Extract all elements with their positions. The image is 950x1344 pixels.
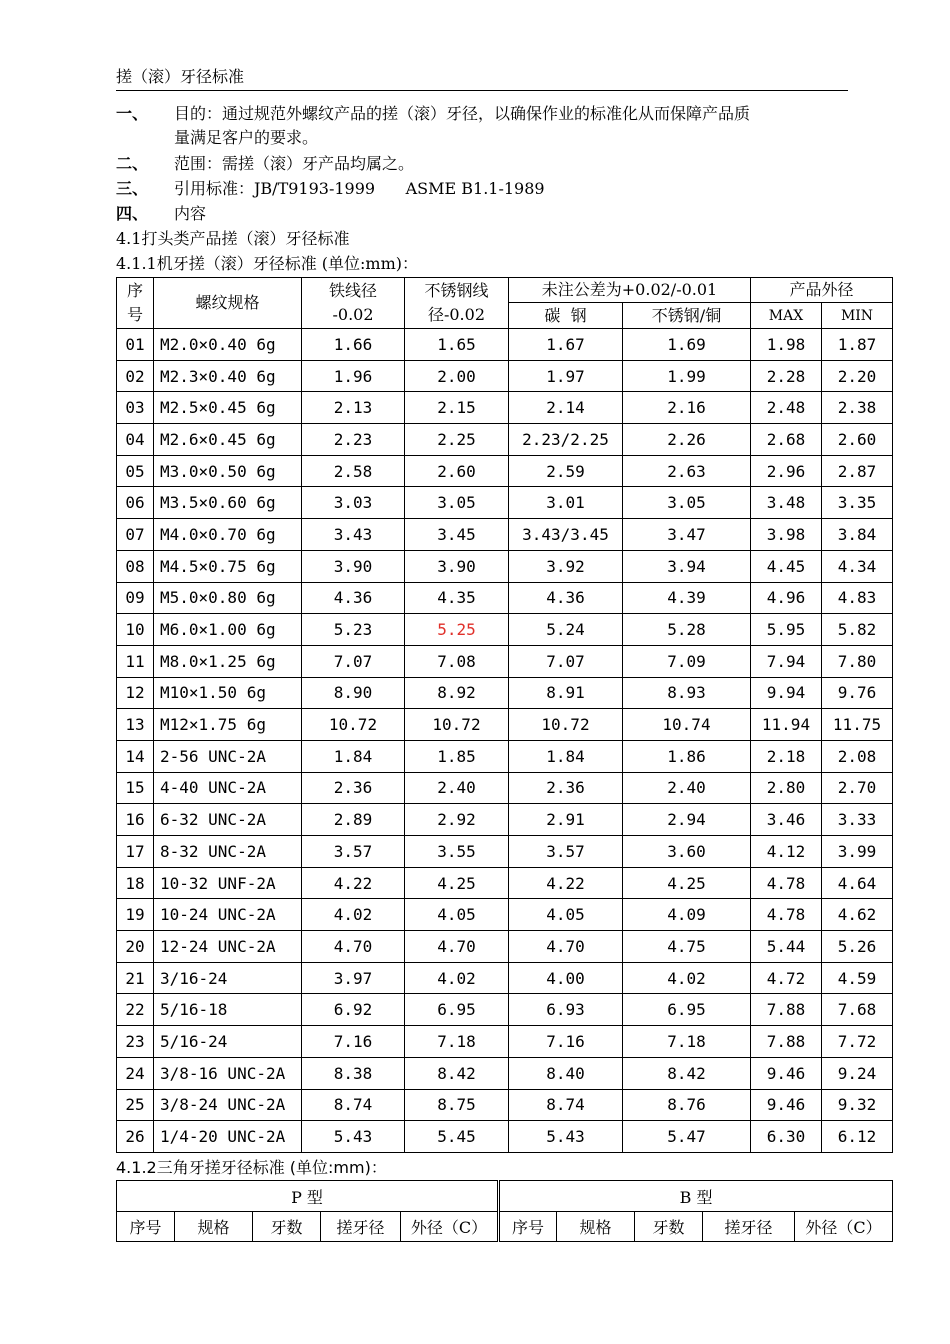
cell-spec: M2.0×0.40 6g (154, 329, 302, 361)
cell-stainless-wire: 8.75 (405, 1089, 509, 1121)
cell-od-min: 4.83 (822, 582, 893, 614)
cell-seq: 26 (117, 1121, 154, 1153)
table-row (117, 550, 893, 582)
section-3-text: 引用标准：JB/T9193-1999 ASME B1.1-1989 (174, 179, 545, 198)
cell-spec: 10-32 UNF-2A (154, 867, 302, 899)
header-outer-diameter: 产品外径 (751, 278, 893, 303)
section-4 (116, 202, 206, 226)
cell-stainless-wire: 4.02 (405, 962, 509, 994)
cell-iron-wire: 4.36 (302, 582, 405, 614)
cell-stainless-copper: 8.76 (623, 1089, 751, 1121)
table-row (117, 392, 893, 424)
section-3-number: 三、 (116, 179, 149, 198)
cell-stainless-wire: 2.92 (405, 804, 509, 836)
cell-od-max: 1.98 (751, 329, 822, 361)
cell-stainless-wire: 8.92 (405, 677, 509, 709)
cell-spec: 3/16-24 (154, 962, 302, 994)
cell-od-max: 5.95 (751, 614, 822, 646)
page-header: 搓（滚）牙径标准 (116, 66, 848, 91)
cell-stainless-wire: 4.25 (405, 867, 509, 899)
section-3 (116, 177, 545, 201)
cell-od-min: 6.12 (822, 1121, 893, 1153)
cell-od-max: 4.96 (751, 582, 822, 614)
col-header: 序号 (499, 1212, 557, 1242)
cell-spec: 12-24 UNC-2A (154, 931, 302, 963)
cell-stainless-wire: 6.95 (405, 994, 509, 1026)
cell-od-max: 7.88 (751, 1026, 822, 1058)
p-type-header: P 型 (117, 1181, 499, 1212)
cell-stainless-copper: 7.18 (623, 1026, 751, 1058)
cell-od-min: 3.99 (822, 836, 893, 868)
cell-seq: 16 (117, 804, 154, 836)
cell-iron-wire: 8.90 (302, 677, 405, 709)
cell-od-max: 9.94 (751, 677, 822, 709)
cell-od-min: 2.70 (822, 772, 893, 804)
cell-od-max: 4.12 (751, 836, 822, 868)
col-header: 外径（C） (795, 1212, 893, 1242)
cell-od-max: 2.28 (751, 360, 822, 392)
cell-od-max: 2.48 (751, 392, 822, 424)
cell-carbon-steel: 1.84 (509, 740, 623, 772)
cell-stainless-copper: 4.02 (623, 962, 751, 994)
cell-stainless-copper: 10.74 (623, 709, 751, 741)
cell-carbon-steel: 3.43/3.45 (509, 519, 623, 551)
cell-carbon-steel: 2.14 (509, 392, 623, 424)
cell-iron-wire: 7.07 (302, 645, 405, 677)
cell-spec: M4.0×0.70 6g (154, 519, 302, 551)
cell-stainless-wire: 3.55 (405, 836, 509, 868)
cell-od-max: 9.46 (751, 1089, 822, 1121)
cell-spec: 2-56 UNC-2A (154, 740, 302, 772)
cell-spec: M5.0×0.80 6g (154, 582, 302, 614)
cell-stainless-wire: 1.85 (405, 740, 509, 772)
section-4-text: 内容 (174, 204, 207, 223)
cell-spec: 1/4-20 UNC-2A (154, 1121, 302, 1153)
cell-seq: 08 (117, 550, 154, 582)
cell-carbon-steel: 4.22 (509, 867, 623, 899)
col-header: 牙数 (635, 1212, 703, 1242)
cell-stainless-copper: 1.99 (623, 360, 751, 392)
cell-iron-wire: 1.84 (302, 740, 405, 772)
cell-seq: 10 (117, 614, 154, 646)
cell-carbon-steel: 8.91 (509, 677, 623, 709)
cell-od-min: 7.72 (822, 1026, 893, 1058)
cell-stainless-wire: 5.25 (405, 614, 509, 646)
subsection-4-1-1: 4.1.1机牙搓（滚）牙径标准 (单位:mm)： (116, 254, 419, 273)
cell-stainless-wire: 3.90 (405, 550, 509, 582)
section-1-number: 一、 (116, 104, 149, 123)
cell-stainless-copper: 7.09 (623, 645, 751, 677)
cell-seq: 14 (117, 740, 154, 772)
cell-stainless-wire: 4.05 (405, 899, 509, 931)
cell-od-min: 11.75 (822, 709, 893, 741)
cell-spec: M8.0×1.25 6g (154, 645, 302, 677)
cell-iron-wire: 1.96 (302, 360, 405, 392)
cell-carbon-steel: 5.43 (509, 1121, 623, 1153)
cell-iron-wire: 3.97 (302, 962, 405, 994)
cell-seq: 21 (117, 962, 154, 994)
table-row (117, 740, 893, 772)
cell-od-max: 4.45 (751, 550, 822, 582)
cell-stainless-copper: 3.60 (623, 836, 751, 868)
cell-seq: 20 (117, 931, 154, 963)
cell-od-max: 3.48 (751, 487, 822, 519)
table-row (117, 931, 893, 963)
cell-od-min: 2.38 (822, 392, 893, 424)
cell-stainless-wire: 8.42 (405, 1057, 509, 1089)
section-1-text: 目的：通过规范外螺纹产品的搓（滚）牙径，以确保作业的标准化从而保障产品质 (174, 104, 751, 123)
cell-od-min: 4.34 (822, 550, 893, 582)
cell-carbon-steel: 3.92 (509, 550, 623, 582)
cell-od-max: 5.44 (751, 931, 822, 963)
cell-spec: M3.0×0.50 6g (154, 455, 302, 487)
cell-spec: 10-24 UNC-2A (154, 899, 302, 931)
cell-od-min: 7.80 (822, 645, 893, 677)
cell-seq: 25 (117, 1089, 154, 1121)
cell-seq: 17 (117, 836, 154, 868)
cell-stainless-copper: 6.95 (623, 994, 751, 1026)
cell-stainless-copper: 4.75 (623, 931, 751, 963)
table-row (117, 804, 893, 836)
table-row (117, 487, 893, 519)
cell-seq: 12 (117, 677, 154, 709)
cell-stainless-copper: 3.47 (623, 519, 751, 551)
table-row (117, 645, 893, 677)
cell-stainless-copper: 4.25 (623, 867, 751, 899)
cell-stainless-wire: 7.08 (405, 645, 509, 677)
header-carbon-steel: 碳 钢 (509, 303, 623, 329)
cell-iron-wire: 6.92 (302, 994, 405, 1026)
cell-od-max: 4.78 (751, 867, 822, 899)
cell-seq: 06 (117, 487, 154, 519)
cell-spec: 3/8-24 UNC-2A (154, 1089, 302, 1121)
cell-spec: 5/16-18 (154, 994, 302, 1026)
cell-carbon-steel: 1.97 (509, 360, 623, 392)
cell-seq: 13 (117, 709, 154, 741)
cell-carbon-steel: 4.05 (509, 899, 623, 931)
cell-stainless-copper: 2.63 (623, 455, 751, 487)
cell-carbon-steel: 2.59 (509, 455, 623, 487)
cell-seq: 19 (117, 899, 154, 931)
table-row (117, 1026, 893, 1058)
cell-spec: M4.5×0.75 6g (154, 550, 302, 582)
cell-od-max: 7.94 (751, 645, 822, 677)
cell-od-min: 9.32 (822, 1089, 893, 1121)
cell-od-max: 3.46 (751, 804, 822, 836)
subsection-4-1-2: 4.1.2三角牙搓牙径标准 (单位:mm)： (116, 1158, 387, 1177)
cell-seq: 23 (117, 1026, 154, 1058)
cell-od-min: 4.62 (822, 899, 893, 931)
cell-spec: M6.0×1.00 6g (154, 614, 302, 646)
cell-od-max: 11.94 (751, 709, 822, 741)
cell-od-max: 2.80 (751, 772, 822, 804)
table-row (117, 899, 893, 931)
cell-od-min: 3.33 (822, 804, 893, 836)
table-row (117, 519, 893, 551)
cell-iron-wire: 8.74 (302, 1089, 405, 1121)
cell-od-min: 7.68 (822, 994, 893, 1026)
col-header: 规格 (557, 1212, 635, 1242)
cell-od-min: 2.08 (822, 740, 893, 772)
cell-iron-wire: 2.23 (302, 424, 405, 456)
cell-od-max: 9.46 (751, 1057, 822, 1089)
col-header: 牙数 (253, 1212, 321, 1242)
table-row (117, 1121, 893, 1153)
cell-stainless-copper: 1.86 (623, 740, 751, 772)
cell-carbon-steel: 4.00 (509, 962, 623, 994)
cell-spec: M2.6×0.45 6g (154, 424, 302, 456)
cell-carbon-steel: 8.40 (509, 1057, 623, 1089)
table-row (117, 582, 893, 614)
cell-stainless-copper: 8.42 (623, 1057, 751, 1089)
cell-stainless-copper: 3.05 (623, 487, 751, 519)
cell-stainless-copper: 2.26 (623, 424, 751, 456)
cell-carbon-steel: 8.74 (509, 1089, 623, 1121)
cell-iron-wire: 4.70 (302, 931, 405, 963)
section-2-number: 二、 (116, 154, 149, 173)
header-stainless-wire: 不锈钢线 径-0.02 (405, 278, 509, 329)
header-seq: 序 号 (117, 278, 154, 329)
cell-stainless-copper: 4.39 (623, 582, 751, 614)
cell-spec: M10×1.50 6g (154, 677, 302, 709)
header-max: MAX (751, 303, 822, 329)
cell-iron-wire: 3.43 (302, 519, 405, 551)
b-type-header: B 型 (499, 1181, 893, 1212)
table-row (117, 1057, 893, 1089)
cell-od-min: 3.84 (822, 519, 893, 551)
cell-carbon-steel: 3.57 (509, 836, 623, 868)
cell-spec: 5/16-24 (154, 1026, 302, 1058)
cell-od-min: 2.20 (822, 360, 893, 392)
cell-od-max: 6.30 (751, 1121, 822, 1153)
cell-od-max: 3.98 (751, 519, 822, 551)
section-4-number: 四、 (116, 204, 149, 223)
cell-iron-wire: 1.66 (302, 329, 405, 361)
cell-carbon-steel: 3.01 (509, 487, 623, 519)
cell-iron-wire: 5.23 (302, 614, 405, 646)
cell-iron-wire: 5.43 (302, 1121, 405, 1153)
cell-stainless-wire: 2.40 (405, 772, 509, 804)
cell-od-max: 4.72 (751, 962, 822, 994)
col-header: 外径（C） (401, 1212, 499, 1242)
section-2-text: 范围：需搓（滚）牙产品均属之。 (174, 154, 415, 173)
cell-seq: 11 (117, 645, 154, 677)
cell-iron-wire: 3.03 (302, 487, 405, 519)
cell-carbon-steel: 4.36 (509, 582, 623, 614)
cell-od-min: 4.64 (822, 867, 893, 899)
cell-seq: 04 (117, 424, 154, 456)
cell-od-max: 2.68 (751, 424, 822, 456)
cell-od-min: 5.26 (822, 931, 893, 963)
col-header: 搓牙径 (321, 1212, 401, 1242)
col-header: 序号 (117, 1212, 175, 1242)
section-2 (116, 152, 414, 176)
cell-iron-wire: 8.38 (302, 1057, 405, 1089)
cell-stainless-wire: 5.45 (405, 1121, 509, 1153)
cell-seq: 02 (117, 360, 154, 392)
cell-od-min: 3.35 (822, 487, 893, 519)
section-1 (116, 102, 750, 126)
cell-stainless-wire: 10.72 (405, 709, 509, 741)
cell-carbon-steel: 6.93 (509, 994, 623, 1026)
table-row (117, 614, 893, 646)
cell-spec: M2.3×0.40 6g (154, 360, 302, 392)
cell-seq: 15 (117, 772, 154, 804)
cell-spec: 6-32 UNC-2A (154, 804, 302, 836)
cell-seq: 01 (117, 329, 154, 361)
table-row (117, 867, 893, 899)
cell-seq: 18 (117, 867, 154, 899)
table-row (117, 360, 893, 392)
cell-stainless-copper: 4.09 (623, 899, 751, 931)
table-row (117, 962, 893, 994)
cell-stainless-wire: 4.70 (405, 931, 509, 963)
cell-od-min: 5.82 (822, 614, 893, 646)
cell-od-max: 4.78 (751, 899, 822, 931)
cell-carbon-steel: 1.67 (509, 329, 623, 361)
cell-iron-wire: 2.36 (302, 772, 405, 804)
cell-spec: M3.5×0.60 6g (154, 487, 302, 519)
cell-stainless-wire: 7.18 (405, 1026, 509, 1058)
cell-seq: 05 (117, 455, 154, 487)
header-min: MIN (822, 303, 893, 329)
subsection-4-1: 4.1打头类产品搓（滚）牙径标准 (116, 229, 350, 248)
cell-carbon-steel: 10.72 (509, 709, 623, 741)
cell-iron-wire: 2.13 (302, 392, 405, 424)
thread-diameter-table (116, 277, 893, 1153)
cell-seq: 09 (117, 582, 154, 614)
cell-carbon-steel: 5.24 (509, 614, 623, 646)
cell-stainless-copper: 5.28 (623, 614, 751, 646)
table-row (117, 455, 893, 487)
table-row (117, 329, 893, 361)
cell-carbon-steel: 2.36 (509, 772, 623, 804)
cell-stainless-wire: 1.65 (405, 329, 509, 361)
cell-stainless-copper: 2.94 (623, 804, 751, 836)
cell-stainless-wire: 3.05 (405, 487, 509, 519)
header-stainless-copper: 不锈钢/铜 (623, 303, 751, 329)
table-row (117, 772, 893, 804)
cell-od-min: 1.87 (822, 329, 893, 361)
cell-iron-wire: 10.72 (302, 709, 405, 741)
cell-od-max: 2.18 (751, 740, 822, 772)
section-1-text-cont: 量满足客户的要求。 (174, 128, 319, 147)
cell-iron-wire: 3.90 (302, 550, 405, 582)
table-row (117, 1089, 893, 1121)
cell-iron-wire: 2.89 (302, 804, 405, 836)
cell-spec: 3/8-16 UNC-2A (154, 1057, 302, 1089)
cell-iron-wire: 4.02 (302, 899, 405, 931)
cell-carbon-steel: 7.16 (509, 1026, 623, 1058)
cell-carbon-steel: 2.23/2.25 (509, 424, 623, 456)
table-row (117, 424, 893, 456)
cell-carbon-steel: 4.70 (509, 931, 623, 963)
cell-iron-wire: 3.57 (302, 836, 405, 868)
cell-stainless-wire: 2.25 (405, 424, 509, 456)
cell-od-max: 7.88 (751, 994, 822, 1026)
cell-stainless-wire: 3.45 (405, 519, 509, 551)
cell-carbon-steel: 2.91 (509, 804, 623, 836)
header-tolerance: 未注公差为+0.02/-0.01 (509, 278, 751, 303)
cell-stainless-wire: 4.35 (405, 582, 509, 614)
header-iron-wire: 铁线径 -0.02 (302, 278, 405, 329)
cell-iron-wire: 4.22 (302, 867, 405, 899)
cell-stainless-copper: 1.69 (623, 329, 751, 361)
cell-spec: 4-40 UNC-2A (154, 772, 302, 804)
cell-od-min: 2.87 (822, 455, 893, 487)
header-spec: 螺纹规格 (154, 278, 302, 329)
table-row (117, 709, 893, 741)
cell-od-max: 2.96 (751, 455, 822, 487)
cell-od-min: 2.60 (822, 424, 893, 456)
cell-seq: 03 (117, 392, 154, 424)
cell-od-min: 4.59 (822, 962, 893, 994)
table-row (117, 836, 893, 868)
cell-stainless-copper: 5.47 (623, 1121, 751, 1153)
cell-spec: 8-32 UNC-2A (154, 836, 302, 868)
cell-stainless-wire: 2.15 (405, 392, 509, 424)
cell-od-min: 9.24 (822, 1057, 893, 1089)
cell-carbon-steel: 7.07 (509, 645, 623, 677)
cell-stainless-wire: 2.00 (405, 360, 509, 392)
cell-spec: M2.5×0.45 6g (154, 392, 302, 424)
col-header: 搓牙径 (703, 1212, 795, 1242)
cell-stainless-wire: 2.60 (405, 455, 509, 487)
table-row (117, 677, 893, 709)
triangle-thread-table (116, 1180, 893, 1242)
col-header: 规格 (175, 1212, 253, 1242)
cell-iron-wire: 2.58 (302, 455, 405, 487)
cell-stainless-copper: 8.93 (623, 677, 751, 709)
cell-stainless-copper: 3.94 (623, 550, 751, 582)
cell-seq: 07 (117, 519, 154, 551)
cell-seq: 24 (117, 1057, 154, 1089)
cell-stainless-copper: 2.16 (623, 392, 751, 424)
cell-spec: M12×1.75 6g (154, 709, 302, 741)
cell-iron-wire: 7.16 (302, 1026, 405, 1058)
cell-od-min: 9.76 (822, 677, 893, 709)
table-row (117, 994, 893, 1026)
cell-stainless-copper: 2.40 (623, 772, 751, 804)
cell-seq: 22 (117, 994, 154, 1026)
